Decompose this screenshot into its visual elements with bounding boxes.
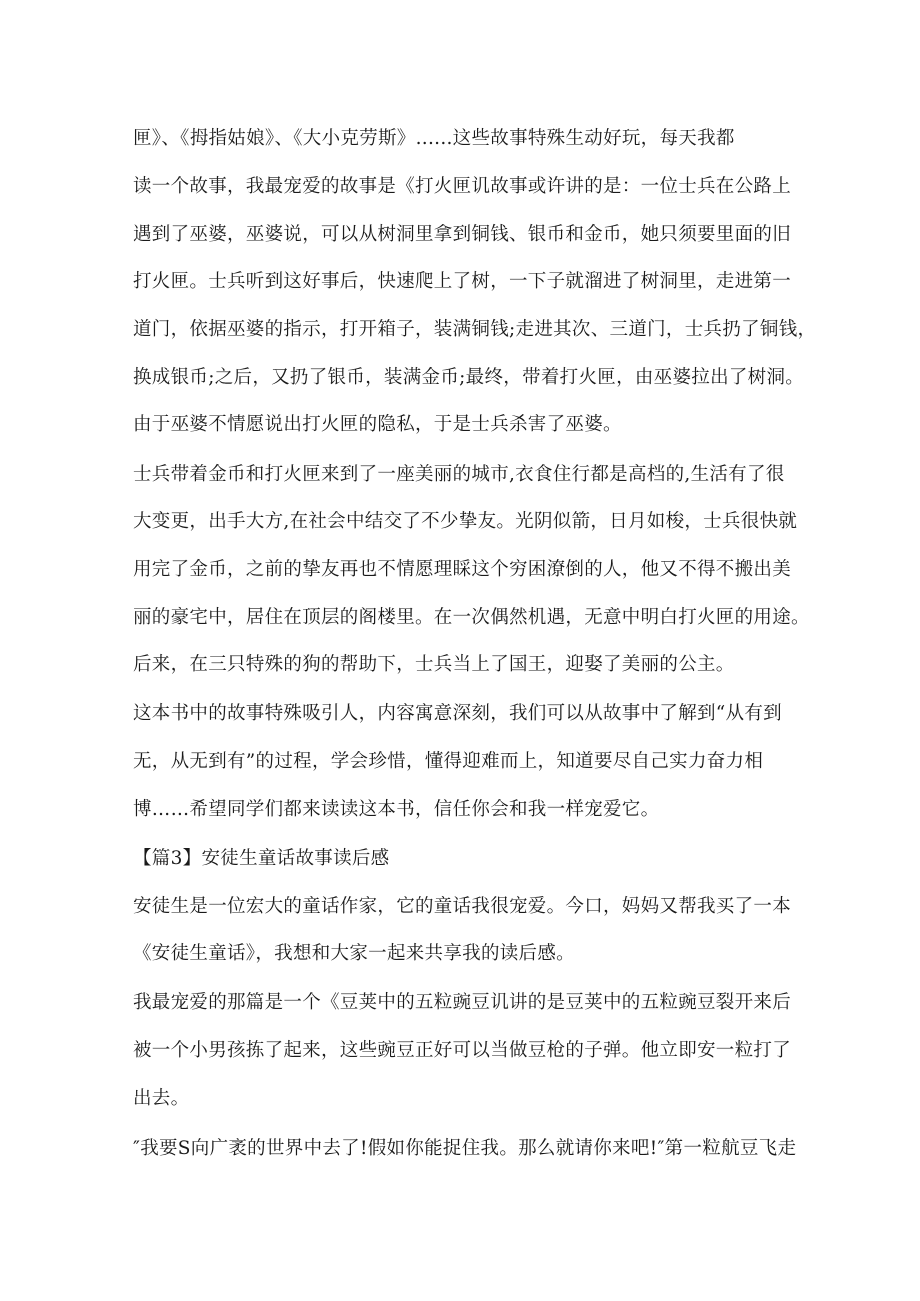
text-line: 打火匣。士兵听到这好事后，快速爬上了树，一下子就溜进了树洞里，走进第一 xyxy=(133,271,792,292)
text-line: 安徒生是一位宏大的童话作家，它的童话我很宠爱。今口，妈妈又帮我买了一本 xyxy=(133,896,792,917)
text-line: 无，从无到有”的过程，学会珍惜，懂得迎难而上，知道要尽自己实力奋力相 xyxy=(133,751,764,772)
text-line: 我最宠爱的那篇是一个《豆荚中的五粒豌豆讥讲的是豆荚中的五粒豌豆裂开来后 xyxy=(133,992,792,1013)
text-line: 出去。 xyxy=(133,1088,190,1109)
text-line: 道门，依据巫婆的指示，打开箱子，装满铜钱;走进其次、三道门，士兵扔了铜钱， xyxy=(133,319,817,340)
text-line: 大变更，出手大方,在社会中结交了不少挚友。光阴似箭，日月如梭，士兵很快就 xyxy=(133,511,798,532)
text-line: ″我要S向广袤的世界中去了!假如你能捉住我。那么就请你来吧!″第一粒航豆飞走 xyxy=(133,1138,797,1159)
section-heading: 【篇3】安徒生童话故事读后感 xyxy=(133,848,390,869)
text-line: 读一个故事，我最宠爱的故事是《打火匣讥故事或许讲的是：一位士兵在公路上 xyxy=(133,176,792,197)
text-line: 这本书中的故事特殊吸引人，内容寓意深刻，我们可以从故事中了解到“从有到 xyxy=(133,703,782,724)
text-line: 博……希望同学们都来读读这本书，信任你会和我一样宠爱它。 xyxy=(133,799,660,820)
text-line: 被一个小男孩拣了起来，这些豌豆正好可以当做豆枪的子弹。他立即安一粒打了 xyxy=(133,1040,792,1061)
text-line: 《安徒生童话》，我想和大家一起来共享我的读后感。 xyxy=(133,943,575,964)
text-line: 由于巫婆不情愿说出打火匣的隐私，于是士兵杀害了巫婆。 xyxy=(133,414,622,435)
text-line: 遇到了巫婆，巫婆说，可以从树洞里拿到铜钱、银币和金币，她只须要里面的旧 xyxy=(133,224,792,245)
text-line: 换成银币;之后，又扔了银币，装满金币;最终，带着打火匣，由巫婆拉出了树洞。 xyxy=(133,367,805,388)
text-line: 匣》、《拇指姑娘》、《大小克劳斯》......这些故事特殊生动好玩，每天我都 xyxy=(133,128,735,149)
text-line: 后来，在三只特殊的狗的帮助下，士兵当上了国王，迎娶了美丽的公主。 xyxy=(133,654,735,675)
text-line: 用完了金币，之前的挚友再也不情愿理睬这个穷困潦倒的人，他又不得不搬出美 xyxy=(133,559,792,580)
text-line: 丽的豪宅中，居住在顶层的阁楼里。在一次偶然机遇，无意中明白打火匣的用途。 xyxy=(133,607,810,628)
text-line: 士兵带着金币和打火匣来到了一座美丽的城市,衣食住行都是高档的,生活有了很 xyxy=(133,464,785,485)
